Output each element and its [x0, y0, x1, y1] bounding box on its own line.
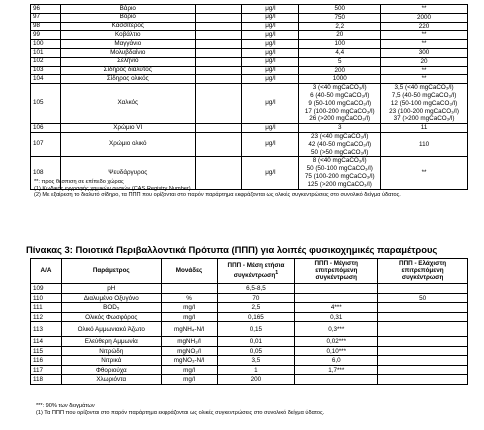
- metal-row: [31, 66, 468, 75]
- note-cas: (1) Κωδικός εγγραφής χημικών ουσιών (CAS Registry Number).: [34, 185, 193, 192]
- header-mean-text: ΠΠΠ - Μέση ετήσια συγκέντρωση: [227, 261, 285, 279]
- max-value: 4***: [295, 303, 378, 313]
- parameter-row: [31, 337, 468, 347]
- value-line: **: [421, 169, 427, 177]
- cas-number: [195, 5, 242, 14]
- min-value: [378, 303, 468, 313]
- metal-unit: μg/l: [242, 5, 299, 14]
- mean-value: 6,5-8,5: [217, 284, 295, 294]
- max-value: 1,7***: [295, 365, 378, 375]
- min-value: [378, 346, 468, 356]
- metal-name: Χρώμιο VI: [60, 124, 195, 133]
- mean-value: 0,05: [217, 346, 295, 356]
- mean-value: 1: [217, 365, 295, 375]
- standard-value-2: [381, 40, 468, 49]
- row-number: 117: [31, 365, 62, 375]
- mean-value: 0,01: [217, 337, 295, 347]
- mean-value: 0,165: [217, 312, 295, 322]
- value-line: **: [421, 66, 427, 74]
- value-line: 125 (>200 mgCaCO₃/l): [307, 180, 372, 188]
- max-value: 0,31: [295, 312, 378, 322]
- parameter-unit: mgNO₃-N/l: [161, 356, 217, 366]
- metal-unit: μg/l: [242, 22, 299, 31]
- parameter-name: Νιτρικά: [61, 356, 161, 366]
- value-line: 17 (100-200 mgCaCO₃/l): [304, 107, 375, 115]
- row-number: 112: [31, 312, 62, 322]
- row-number: 116: [31, 356, 62, 366]
- value-line: 20: [336, 31, 344, 39]
- mean-value: 0,15: [217, 322, 295, 337]
- parameter-unit: %: [161, 293, 217, 303]
- parameter-unit: mg/l: [161, 312, 217, 322]
- metal-name: Κοβάλτιο: [60, 31, 195, 40]
- note-total-concentrations: (1) Τα ΠΠΠ που ορίζονται στο παρόν παράρτημα εκφράζονται ως ολικές συγκεντρώσεις στο συνολικό δείγμα ύδατος.: [36, 410, 325, 416]
- standard-value-2: [381, 124, 468, 133]
- metals-table: [30, 4, 468, 190]
- value-line: 1000: [332, 75, 347, 83]
- parameter-unit: mgNO₂/l: [161, 346, 217, 356]
- metal-number: 97: [31, 13, 61, 22]
- parameter-name: Ελεύθερη Αμμωνία: [61, 337, 161, 347]
- parameter-row: [31, 293, 468, 303]
- mean-value: 70: [217, 293, 295, 303]
- metal-number: 101: [31, 48, 61, 57]
- standard-value-2: [381, 75, 468, 84]
- standard-value-1: [299, 132, 381, 156]
- physicochemical-table: [30, 258, 468, 385]
- metal-row: [31, 40, 468, 49]
- header-units: Μονάδες: [161, 259, 217, 284]
- parameter-unit: [161, 284, 217, 294]
- standard-value-2: [381, 22, 468, 31]
- header-aa: Α/Α: [31, 259, 62, 284]
- value-line: 50 (>50 mgCaCO₃/l): [311, 148, 369, 156]
- cas-number: [195, 75, 242, 84]
- standard-value-2: [381, 13, 468, 22]
- metal-number: 105: [31, 84, 61, 124]
- standard-value-1: [299, 75, 381, 84]
- max-value: 0,10***: [295, 346, 378, 356]
- parameter-row: [31, 312, 468, 322]
- table-3-heading: Πίνακας 3: Ποιοτικά Περιβαλλοντικά Πρότυπα (ΠΠΠ) για λοιπές φυσικοχημικές παραμέτρους: [26, 244, 438, 255]
- value-line: 23 (<40 mgCaCO₃/l): [311, 132, 369, 140]
- metal-name: Μαγγάνιο: [60, 40, 195, 49]
- cas-number: [195, 13, 242, 22]
- metal-number: 104: [31, 75, 61, 84]
- parameter-unit: mg/l: [161, 375, 217, 385]
- metal-name: Μολυβδαίνιο: [60, 48, 195, 57]
- metal-name: Χρώμιο ολικό: [60, 132, 195, 156]
- metal-name: Σελήνιο: [60, 57, 195, 66]
- metal-row: [31, 31, 468, 40]
- cas-number: [195, 31, 242, 40]
- row-number: 111: [31, 303, 62, 313]
- metals-table-body: [31, 5, 468, 190]
- value-line: **: [421, 40, 427, 48]
- min-value: [378, 356, 468, 366]
- metal-row: [31, 84, 468, 124]
- value-line: 4,4: [335, 48, 345, 56]
- cas-number: [195, 124, 242, 133]
- value-line: 100: [334, 40, 345, 48]
- header-parameter: Παράμετρος: [61, 259, 161, 284]
- parameter-unit: mg/l: [161, 365, 217, 375]
- physicochemical-table-body: [31, 284, 468, 385]
- metal-number: 103: [31, 66, 61, 75]
- metal-unit: μg/l: [242, 75, 299, 84]
- parameter-row: [31, 375, 468, 385]
- cas-number: [195, 48, 242, 57]
- metal-number: 102: [31, 57, 61, 66]
- cas-number: [195, 22, 242, 31]
- metal-row: [31, 57, 468, 66]
- parameter-name: Χλωριόντα: [61, 375, 161, 385]
- value-line: **: [421, 75, 427, 83]
- metal-number: 106: [31, 124, 61, 133]
- value-line: 200: [334, 66, 345, 74]
- mean-value: 2,5: [217, 303, 295, 313]
- standard-value-1: [299, 5, 381, 14]
- parameter-name: Νιτρώδη: [61, 346, 161, 356]
- parameter-row: [31, 303, 468, 313]
- value-line: 300: [418, 48, 430, 56]
- cas-number: [195, 57, 242, 66]
- min-value: [378, 375, 468, 385]
- value-line: 750: [334, 13, 345, 21]
- metal-name: Βόριο: [60, 13, 195, 22]
- header-row: [31, 259, 468, 284]
- parameter-row: [31, 365, 468, 375]
- parameter-row: [31, 284, 468, 294]
- value-line: 220: [418, 22, 430, 30]
- min-value: 50: [378, 293, 468, 303]
- metal-unit: μg/l: [242, 157, 299, 189]
- parameter-name: Διαλυμένο Οξυγόνο: [61, 293, 161, 303]
- value-line: 26 (>200 mgCaCO₃/l): [309, 115, 371, 123]
- value-line: 12 (50-100 mgCaCO₃/l): [390, 99, 458, 107]
- mean-value: 3,5: [217, 356, 295, 366]
- parameter-row: [31, 322, 468, 337]
- value-line: 75 (100-200 mgCaCO₃/l): [304, 172, 375, 180]
- metal-unit: μg/l: [242, 132, 299, 156]
- standard-value-2: [381, 5, 468, 14]
- note-90-percent: ***: 90% των δειγμάτων: [36, 403, 95, 409]
- row-number: 118: [31, 375, 62, 385]
- min-value: [378, 337, 468, 347]
- metal-name: Χαλκός: [60, 84, 195, 124]
- standard-value-1: [299, 13, 381, 22]
- standard-value-1: [299, 66, 381, 75]
- value-line: 110: [419, 140, 430, 148]
- parameter-unit: mgNH₄-N/l: [161, 322, 217, 337]
- metal-row: [31, 124, 468, 133]
- parameter-name: Ολικό Αμμωνιακό Άζωτο: [61, 322, 161, 337]
- cas-number: [195, 132, 242, 156]
- metal-unit: μg/l: [242, 48, 299, 57]
- row-number: 113: [31, 322, 62, 337]
- metal-row: [31, 48, 468, 57]
- value-line: 9 (50-100 mgCaCO₃/l): [308, 99, 372, 107]
- min-value: [378, 322, 468, 337]
- value-line: 3: [337, 124, 342, 132]
- standard-value-1: [299, 48, 381, 57]
- max-value: 6,0: [295, 356, 378, 366]
- metal-unit: μg/l: [242, 66, 299, 75]
- metal-name: Ψευδάργυρος: [60, 157, 195, 189]
- min-value: [378, 284, 468, 294]
- max-value: [295, 284, 378, 294]
- row-number: 110: [31, 293, 62, 303]
- value-line: 50 (50-100 mgCaCO₃/l): [306, 165, 373, 173]
- standard-value-1: [299, 57, 381, 66]
- metal-number: 100: [31, 40, 61, 49]
- metal-unit: μg/l: [242, 124, 299, 133]
- cas-number: [195, 84, 242, 124]
- parameter-unit: mgNH₃/l: [161, 337, 217, 347]
- note-dissolved-iron: (2) Με εξαίρεση το διαλυτό σίδηρο, τα ΠΠΠ που ορίζονται στο παρόν παράρτημα εκφράζονται ως ολικές συγκεντρώσεις στο συνολικό δείγμα ύδατος.: [34, 192, 401, 198]
- value-line: 5: [337, 57, 342, 65]
- value-line: 3 (<40 mgCaCO₃/l): [312, 84, 367, 92]
- parameter-row: [31, 356, 468, 366]
- metal-name: Βάριο: [60, 5, 195, 14]
- metal-unit: μg/l: [242, 13, 299, 22]
- value-line: **: [421, 31, 427, 39]
- metal-number: 98: [31, 22, 61, 31]
- max-value: 0,3***: [295, 322, 378, 337]
- max-value: [295, 375, 378, 385]
- value-line: 8 (<40 mgCaCO₃/l): [312, 157, 367, 165]
- header-mean: [217, 259, 295, 284]
- metal-number: 96: [31, 5, 61, 14]
- standard-value-1: [299, 84, 381, 124]
- metal-number: 99: [31, 31, 61, 40]
- cas-number: [195, 40, 242, 49]
- standard-value-1: [299, 40, 381, 49]
- metal-unit: μg/l: [242, 31, 299, 40]
- value-line: 2,2: [335, 22, 345, 30]
- value-line: 7,5 (40-50 mgCaCO₃/l): [391, 91, 457, 99]
- parameter-unit: mg/l: [161, 303, 217, 313]
- parameter-name: pH: [61, 284, 161, 294]
- value-line: 23 (100-200 mgCaCO₃/l): [389, 107, 459, 115]
- value-line: 3,5 (<40 mgCaCO₃/l): [394, 84, 454, 92]
- max-value: [295, 293, 378, 303]
- standard-value-1: [299, 124, 381, 133]
- value-line: 11: [420, 124, 428, 132]
- mean-value: 200: [217, 375, 295, 385]
- standard-value-2: [381, 84, 468, 124]
- value-line: 6 (40-50 mgCaCO₃/l): [310, 91, 370, 99]
- header-max: ΠΠΠ - Μέγιστη επιτρεπόμενη συγκέντρωση: [295, 259, 378, 284]
- value-line: **: [421, 5, 427, 12]
- standard-value-1: [299, 22, 381, 31]
- note-national: **: προς θέσπιση σε επίπεδο χώρας: [34, 179, 124, 185]
- metal-row: [31, 13, 468, 22]
- row-number: 115: [31, 346, 62, 356]
- parameter-name: Ολικός Φωσφόρος: [61, 312, 161, 322]
- min-value: [378, 365, 468, 375]
- metal-unit: μg/l: [242, 57, 299, 66]
- metal-number: 107: [31, 132, 61, 156]
- metal-unit: μg/l: [242, 84, 299, 124]
- max-value: 0,02***: [295, 337, 378, 347]
- metal-row: [31, 5, 468, 14]
- value-line: 500: [334, 5, 345, 12]
- metal-row: [31, 22, 468, 31]
- row-number: 109: [31, 284, 62, 294]
- standard-value-1: [299, 31, 381, 40]
- value-line: 42 (40-50 mgCaCO₃/l): [308, 140, 372, 148]
- value-line: 37 (>200 mgCaCO₃/l): [393, 115, 455, 123]
- metal-unit: μg/l: [242, 40, 299, 49]
- cas-number: [195, 66, 242, 75]
- standard-value-2: [381, 31, 468, 40]
- standard-value-2: [381, 132, 468, 156]
- parameter-name: Φθοριούχα: [61, 365, 161, 375]
- metal-name: Σίδηρος ολικός: [60, 75, 195, 84]
- row-number: 114: [31, 337, 62, 347]
- standard-value-2: [381, 57, 468, 66]
- metal-row: [31, 75, 468, 84]
- value-line: 2000: [417, 13, 432, 21]
- value-line: 20: [420, 57, 428, 65]
- parameter-name: BOD₅: [61, 303, 161, 313]
- metal-name: Κασσίτερος: [60, 22, 195, 31]
- standard-value-2: [381, 48, 468, 57]
- metal-row: [31, 132, 468, 156]
- standard-value-2: [381, 66, 468, 75]
- metal-name: Σίδηρος διαλυτός: [60, 66, 195, 75]
- min-value: [378, 312, 468, 322]
- metal-number: 108: [31, 157, 61, 189]
- header-mean-sup: 1: [275, 269, 279, 276]
- parameter-row: [31, 346, 468, 356]
- header-min: ΠΠΠ - Ελάχιστη επιτρεπόμενη συγκέντρωση: [378, 259, 468, 284]
